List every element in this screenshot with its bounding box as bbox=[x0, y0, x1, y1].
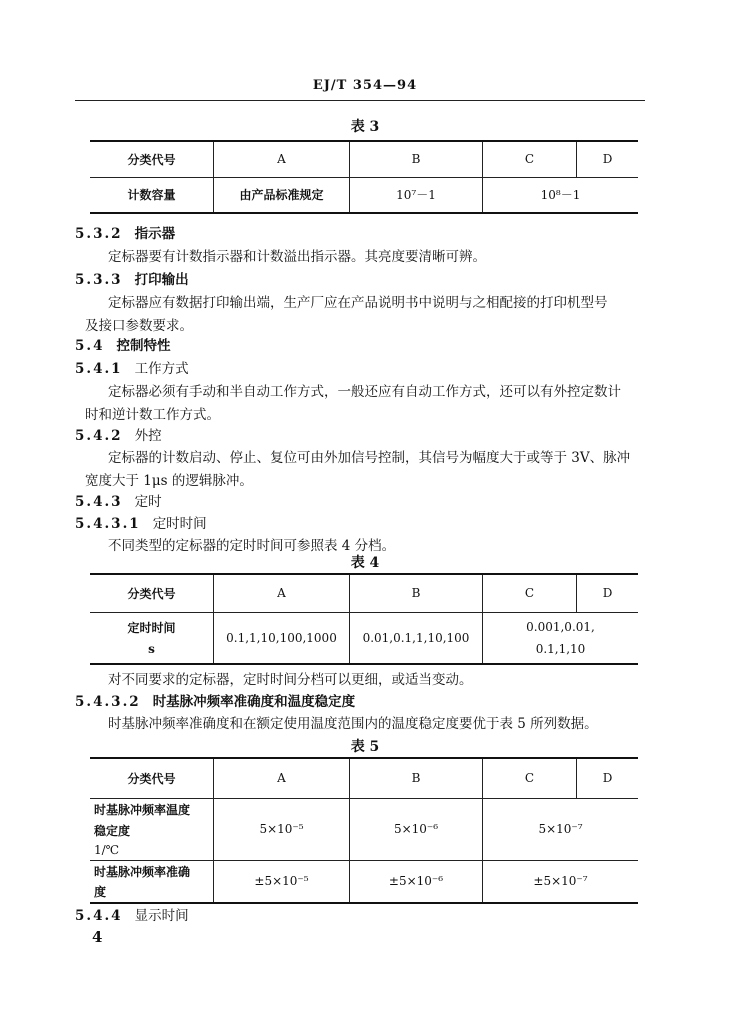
document-code: EJ/T 354—94 bbox=[312, 78, 418, 93]
table5-cell: 5×10⁻⁶ bbox=[350, 798, 483, 860]
section-heading bbox=[75, 490, 162, 510]
section-heading bbox=[75, 512, 207, 532]
table4 bbox=[90, 573, 638, 665]
section-number: 5.4 bbox=[75, 338, 105, 354]
row-label-line: 定时时间 bbox=[127, 621, 176, 636]
paragraph: 时基脉冲频率准确度和在额定使用温度范围内的温度稳定度要优于表 5 所列数据。 bbox=[108, 716, 598, 732]
section-title: 打印输出 bbox=[134, 272, 189, 288]
paragraph: 定标器的计数启动、停止、复位可由外加信号控制，其信号为幅度大于或等于 3V、脉冲 bbox=[108, 450, 631, 466]
page-number: 4 bbox=[92, 928, 103, 946]
section-heading bbox=[75, 690, 355, 710]
table4-header-cell: 分类代号 bbox=[90, 574, 214, 612]
row-label-unit: s bbox=[148, 642, 155, 657]
section-number: 5.3.2 bbox=[75, 226, 123, 242]
section-number: 5.4.3.2 bbox=[75, 694, 141, 710]
section-title: 时基脉冲频率准确度和温度稳定度 bbox=[152, 694, 356, 710]
table3-header-cell: B bbox=[350, 141, 483, 177]
table3-header-cell: C bbox=[483, 141, 577, 177]
section-heading bbox=[75, 904, 189, 924]
table4-header-cell: A bbox=[214, 574, 350, 612]
section-heading bbox=[75, 334, 171, 354]
table4-cell: 0.1,1,10,100,1000 bbox=[214, 612, 350, 664]
section-title: 显示时间 bbox=[134, 908, 189, 924]
table5-cell: 5×10⁻⁷ bbox=[483, 798, 639, 860]
table3-cell: 10⁸－1 bbox=[483, 177, 639, 213]
table4-header-cell: B bbox=[350, 574, 483, 612]
paragraph: 时和逆计数工作方式。 bbox=[85, 407, 220, 423]
table5-cell: 5×10⁻⁵ bbox=[214, 798, 350, 860]
section-title: 定时时间 bbox=[152, 516, 207, 532]
table5-row-label bbox=[90, 860, 214, 903]
section-heading bbox=[75, 268, 189, 288]
table5-header-cell: B bbox=[350, 758, 483, 798]
row-label-line: 度 bbox=[94, 884, 107, 899]
section-title: 外控 bbox=[134, 428, 162, 444]
table4-row-label bbox=[90, 612, 214, 664]
paragraph: 及接口参数要求。 bbox=[85, 318, 193, 334]
table5-caption: 表 5 bbox=[350, 739, 380, 755]
row-label-line: 时基脉冲频率温度 bbox=[94, 803, 191, 817]
table5-cell: ±5×10⁻⁶ bbox=[350, 860, 483, 903]
paragraph: 宽度大于 1μs 的逻辑脉冲。 bbox=[85, 473, 253, 489]
table5-header-cell: D bbox=[577, 758, 639, 798]
cell-line: 0.001,0.01, bbox=[526, 619, 595, 634]
section-title: 工作方式 bbox=[134, 361, 189, 377]
table4-header-cell: C bbox=[483, 574, 577, 612]
table3-header-cell: 分类代号 bbox=[90, 141, 214, 177]
table4-cell bbox=[483, 612, 639, 664]
table5-cell: ±5×10⁻⁷ bbox=[483, 860, 639, 903]
table4-cell: 0.01,0.1,1,10,100 bbox=[350, 612, 483, 664]
paragraph: 对不同要求的定标器，定时时间分档可以更细，或适当变动。 bbox=[108, 672, 473, 688]
table3-header-cell: D bbox=[577, 141, 639, 177]
table5-header-cell: C bbox=[483, 758, 577, 798]
paragraph: 不同类型的定标器的定时时间可参照表 4 分档。 bbox=[108, 538, 396, 554]
cell-line: 0.1,1,10 bbox=[535, 641, 586, 656]
section-heading bbox=[75, 357, 189, 377]
row-label-line: 时基脉冲频率准确 bbox=[94, 864, 191, 879]
section-number: 5.4.2 bbox=[75, 428, 123, 444]
table3-row-label: 计数容量 bbox=[90, 177, 214, 213]
row-label-unit: 1/℃ bbox=[94, 843, 120, 857]
table3-header-cell: A bbox=[214, 141, 350, 177]
table3 bbox=[90, 140, 638, 214]
table5-cell: ±5×10⁻⁵ bbox=[214, 860, 350, 903]
table3-cell: 10⁷－1 bbox=[350, 177, 483, 213]
section-number: 5.4.1 bbox=[75, 361, 123, 377]
section-number: 5.4.4 bbox=[75, 908, 123, 924]
paragraph: 定标器要有计数指示器和计数溢出指示器。其亮度要清晰可辨。 bbox=[108, 249, 486, 265]
table5-header-cell: 分类代号 bbox=[90, 758, 214, 798]
section-heading bbox=[75, 424, 162, 444]
row-label-line: 稳定度 bbox=[94, 824, 131, 838]
table3-caption: 表 3 bbox=[350, 119, 380, 135]
table5 bbox=[90, 757, 638, 904]
table4-header-cell: D bbox=[577, 574, 639, 612]
paragraph: 定标器必须有手动和半自动工作方式，一般还应有自动工作方式，还可以有外控定数计 bbox=[108, 384, 621, 400]
table5-row-label bbox=[90, 798, 214, 860]
section-number: 5.4.3 bbox=[75, 494, 123, 510]
section-number: 5.3.3 bbox=[75, 272, 123, 288]
paragraph: 定标器应有数据打印输出端，生产厂应在产品说明书中说明与之相配接的打印机型号 bbox=[108, 295, 608, 311]
section-title: 指示器 bbox=[134, 226, 176, 242]
section-heading bbox=[75, 222, 175, 242]
table3-cell: 由产品标准规定 bbox=[214, 177, 350, 213]
table4-caption: 表 4 bbox=[350, 555, 380, 571]
section-number: 5.4.3.1 bbox=[75, 516, 141, 532]
header-rule bbox=[75, 100, 645, 101]
table5-header-cell: A bbox=[214, 758, 350, 798]
section-title: 定时 bbox=[134, 494, 162, 510]
section-title: 控制特性 bbox=[116, 338, 171, 354]
